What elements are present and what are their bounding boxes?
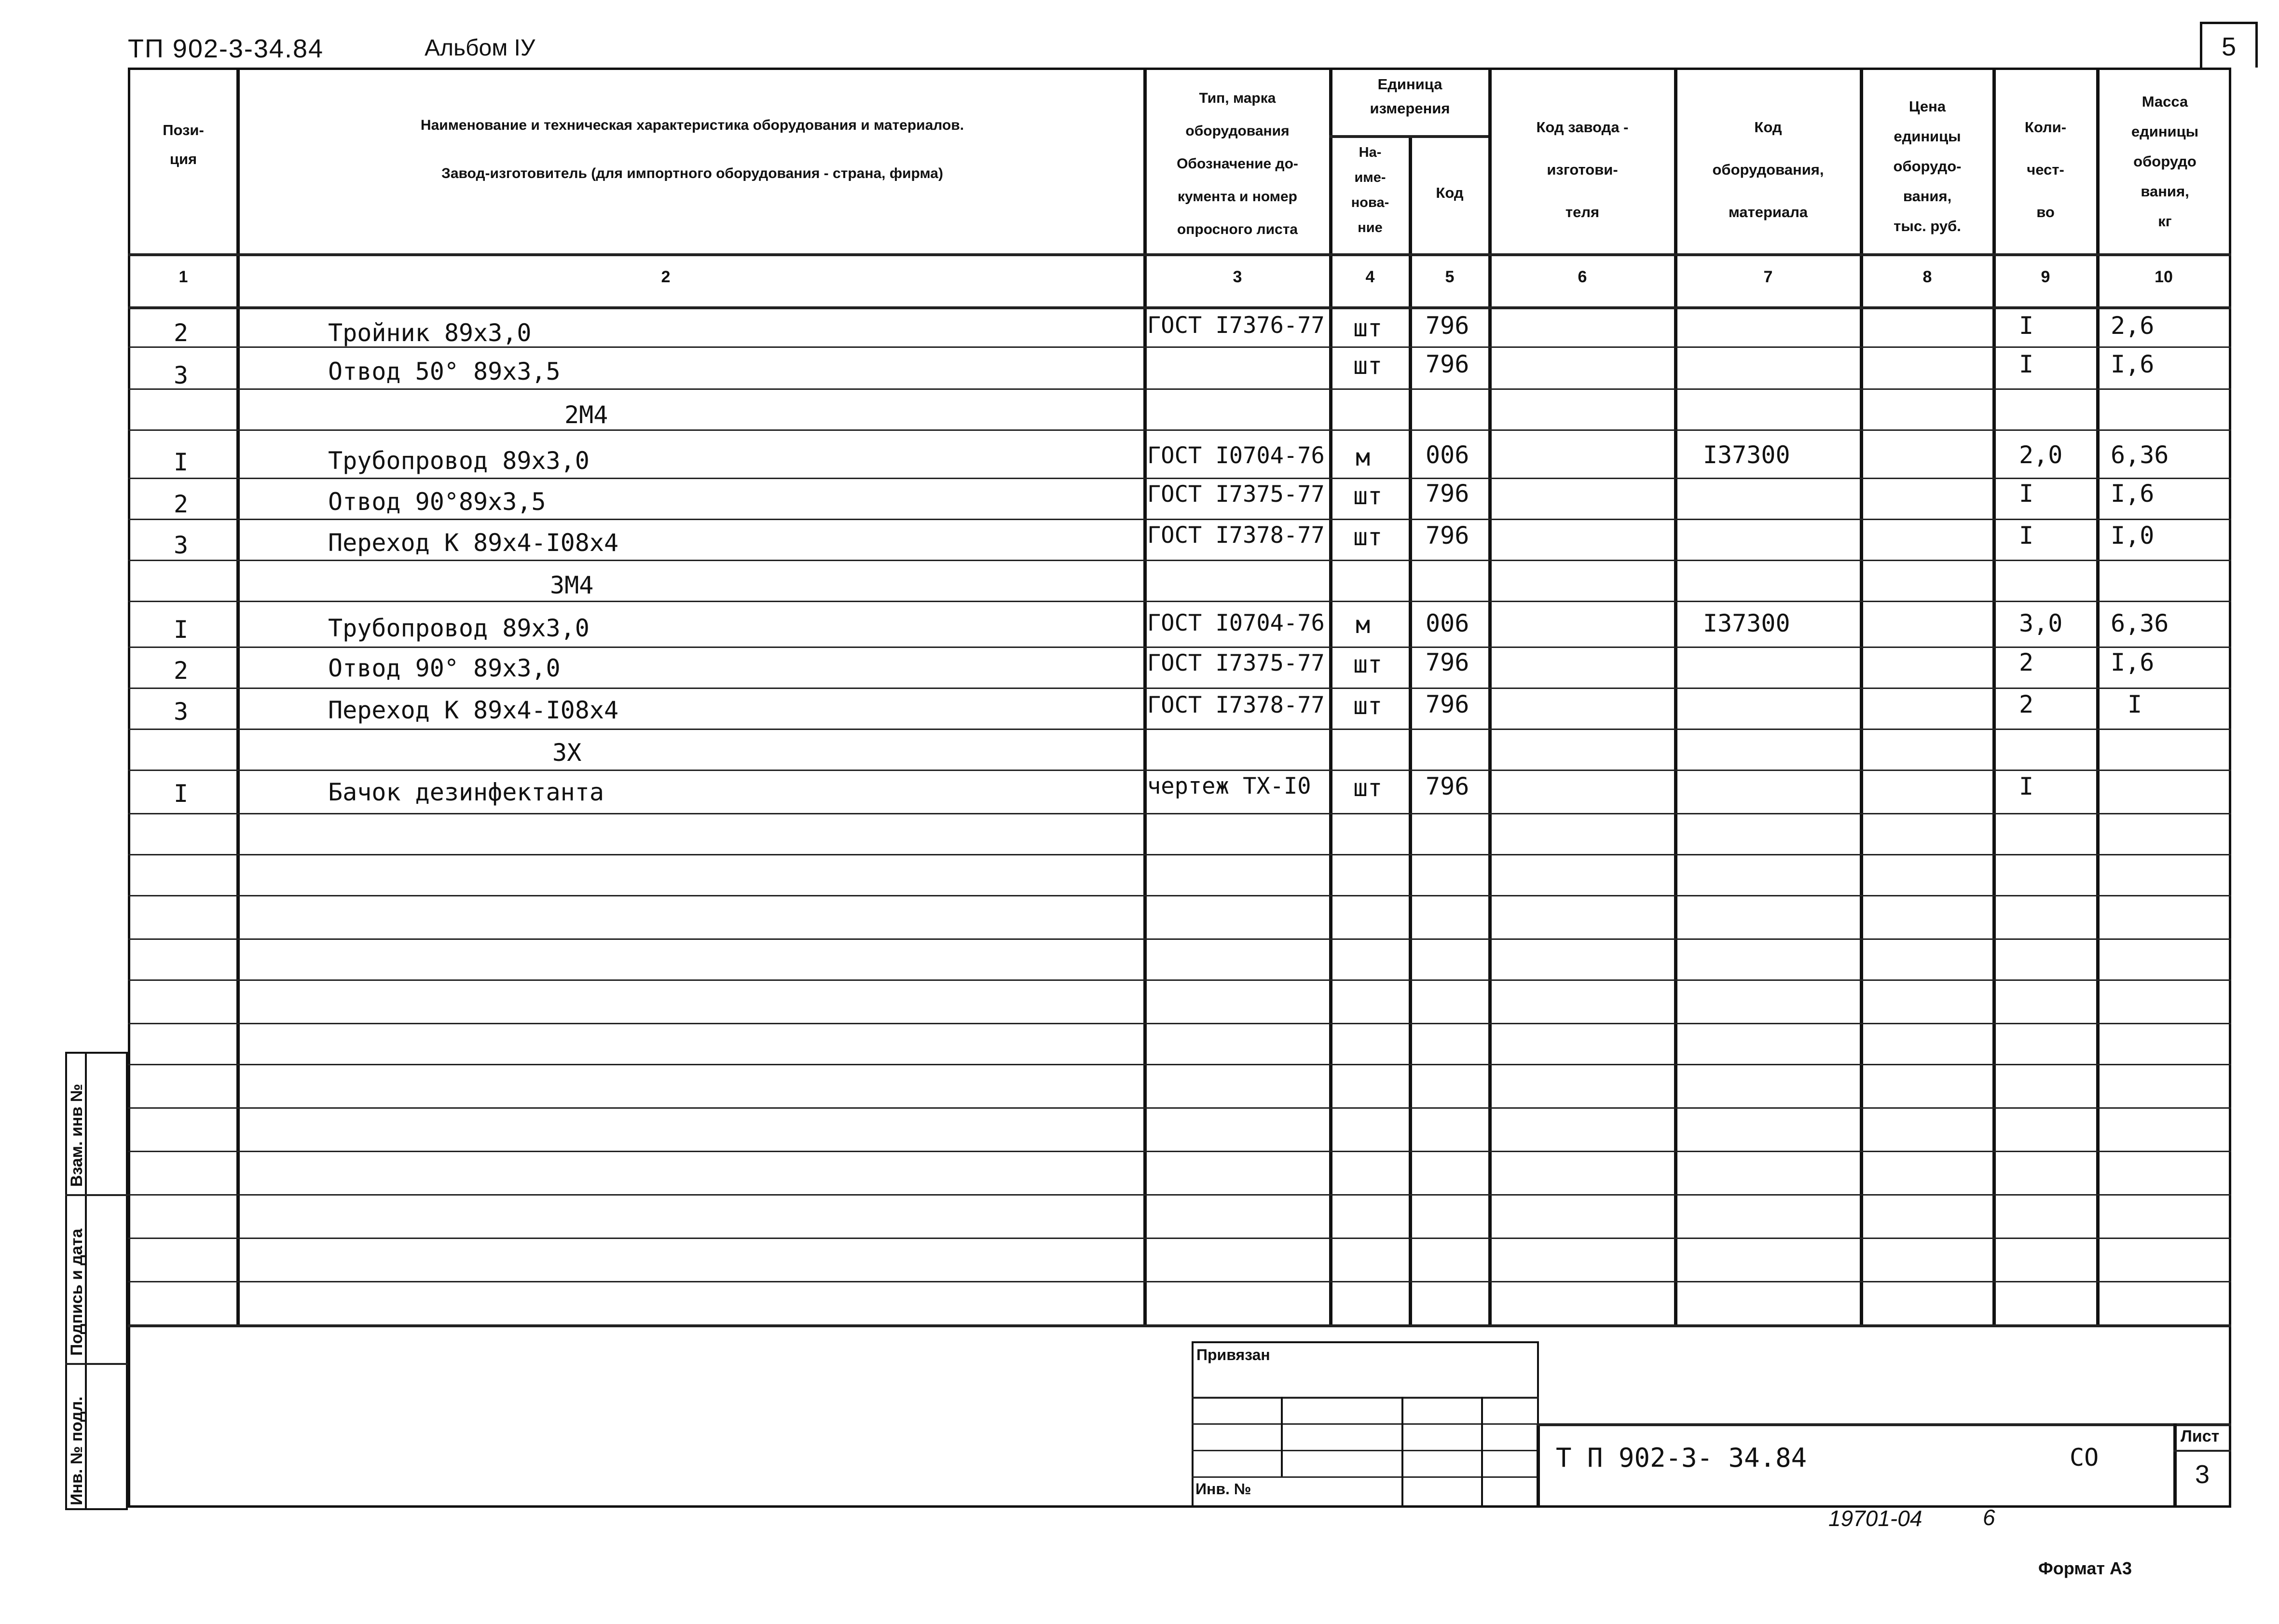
title-inv-no: Инв. №: [1195, 1480, 1251, 1498]
cell-unit: шт: [1353, 774, 1383, 802]
cell-type: ГОСТ I0704-76: [1147, 610, 1325, 636]
cell-unit: шт: [1353, 523, 1383, 551]
cell-name: Трубопровод 89х3,0: [328, 447, 590, 475]
header-unit-code: Код: [1436, 184, 1464, 201]
cell-qty: I: [2019, 312, 2034, 340]
cell-equip: I37300: [1703, 441, 1790, 469]
cell-code: 796: [1426, 312, 1469, 340]
cell-mass: I: [2128, 690, 2142, 718]
cell-pos: 3: [174, 361, 189, 389]
cell-code: 006: [1426, 609, 1469, 637]
header-name-line1: Наименование и техническая характеристика оборудования и материалов.: [420, 117, 964, 133]
cell-pos: 3: [174, 698, 189, 726]
cell-name: Тройник 89х3,0: [328, 319, 532, 347]
page-number: 5: [2200, 22, 2258, 68]
cell-qty: I: [2019, 772, 2034, 800]
header-equipment-code: Код оборудования, материала: [1712, 119, 1824, 220]
cell-name: Переход К 89х4-I08х4: [328, 696, 619, 724]
cell-qty: I: [2019, 480, 2034, 508]
cell-pos: 2: [174, 319, 189, 347]
cell-qty: I: [2019, 350, 2034, 378]
cell-code: 796: [1426, 690, 1469, 718]
stamp-suffix: 6: [1983, 1505, 1995, 1530]
col-num-8: 8: [1922, 268, 1932, 286]
cell-name: Отвод 50° 89х3,5: [328, 358, 561, 385]
cell-unit: шт: [1353, 314, 1383, 342]
cell-name: Трубопровод 89х3,0: [328, 614, 590, 642]
header-type: Тип, марка оборудования Обозначение до- кумента и номер опросного листа: [1177, 90, 1298, 237]
header-price: Цена единицы оборудо- вания, тыс. руб.: [1893, 98, 1962, 234]
cell-type: ГОСТ I7378-77: [1147, 522, 1325, 549]
cell-code: 796: [1426, 350, 1469, 378]
cell-mass: I,6: [2111, 350, 2155, 378]
cell-qty: I: [2019, 522, 2034, 550]
header-unit-name: На- име- нова- ние: [1351, 145, 1389, 235]
cell-name: Переход К 89х4-I08х4: [328, 529, 619, 557]
cell-pos: I: [174, 780, 189, 808]
header-mass: Масса единицы оборудо вания, кг: [2131, 93, 2199, 230]
header-name-line2: Завод-изготовитель (для импортного оборудования - страна, фирма): [441, 165, 943, 181]
section-heading: 2М4: [564, 401, 608, 429]
cell-type: чертеж ТХ-I0: [1147, 773, 1311, 799]
cell-unit: шт: [1353, 352, 1383, 380]
cell-pos: I: [174, 448, 189, 476]
title-code: Т П 902-3- 34.84: [1556, 1443, 1807, 1473]
cell-qty: 2,0: [2019, 441, 2063, 469]
col-num-1: 1: [178, 268, 188, 286]
header-quantity: Коли- чест- во: [2024, 119, 2067, 220]
cell-code: 796: [1426, 648, 1469, 676]
cell-unit: шт: [1353, 650, 1383, 678]
cell-pos: 2: [174, 490, 189, 518]
header-unit: Единица измерения: [1370, 76, 1450, 117]
cell-mass: I,6: [2111, 480, 2155, 508]
col-num-3: 3: [1233, 268, 1242, 286]
col-num-6: 6: [1578, 268, 1587, 286]
cell-type: ГОСТ I7375-77: [1147, 650, 1325, 676]
cell-unit: шт: [1353, 692, 1383, 720]
cell-name: Отвод 90°89х3,5: [328, 488, 546, 516]
col-num-5: 5: [1445, 268, 1455, 286]
col-num-2: 2: [661, 268, 671, 286]
cell-unit: шт: [1353, 482, 1383, 510]
title-stage: СО: [2070, 1444, 2099, 1472]
cell-pos: I: [174, 616, 189, 644]
cell-type: ГОСТ I7376-77: [1147, 312, 1325, 339]
col-num-10: 10: [2155, 268, 2173, 286]
cell-code: 796: [1426, 480, 1469, 508]
cell-code: 006: [1426, 441, 1469, 469]
side-label-inv-podl: Инв. № подл.: [68, 1396, 86, 1505]
cell-type: ГОСТ I7375-77: [1147, 481, 1325, 508]
col-num-9: 9: [2041, 268, 2050, 286]
cell-unit: м: [1356, 611, 1371, 639]
cell-pos: 2: [174, 657, 189, 685]
cell-code: 796: [1426, 522, 1469, 550]
cell-unit: м: [1356, 443, 1371, 471]
section-heading: 3Х: [552, 739, 582, 767]
side-label-inv-vzam: Взам. инв №: [68, 1084, 86, 1187]
cell-pos: 3: [174, 531, 189, 559]
title-privyazan: Привязан: [1196, 1346, 1270, 1363]
document-code-top: ТП 902-3-34.84: [128, 34, 324, 63]
format-label: Формат А3: [2038, 1558, 2132, 1578]
header-maker-code: Код завода - изготови- теля: [1536, 119, 1629, 220]
cell-qty: 2: [2019, 648, 2034, 676]
cell-qty: 2: [2019, 690, 2034, 718]
cell-mass: I,0: [2111, 522, 2155, 550]
col-num-4: 4: [1365, 268, 1375, 286]
cell-name: Отвод 90° 89х3,0: [328, 654, 561, 682]
side-label-sign-date: Подпись и дата: [68, 1228, 86, 1356]
cell-equip: I37300: [1703, 609, 1790, 637]
cell-mass: 6,36: [2111, 441, 2169, 469]
title-sheet-number: 3: [2195, 1460, 2210, 1489]
cell-mass: 2,6: [2111, 312, 2155, 340]
stamp-number: 19701-04: [1828, 1506, 1922, 1531]
cell-type: ГОСТ I7378-77: [1147, 692, 1325, 718]
cell-qty: 3,0: [2019, 609, 2063, 637]
cell-mass: 6,36: [2111, 609, 2169, 637]
cell-name: Бачок дезинфектанта: [328, 778, 604, 806]
album-label: Альбом IУ: [425, 35, 535, 61]
section-heading: 3М4: [550, 571, 594, 599]
cell-mass: I,6: [2111, 648, 2155, 676]
title-sheet-label: Лист: [2181, 1427, 2220, 1445]
col-num-7: 7: [1763, 268, 1773, 286]
header-position: Пози- ция: [163, 122, 204, 167]
cell-type: ГОСТ I0704-76: [1147, 442, 1325, 469]
cell-code: 796: [1426, 772, 1469, 800]
